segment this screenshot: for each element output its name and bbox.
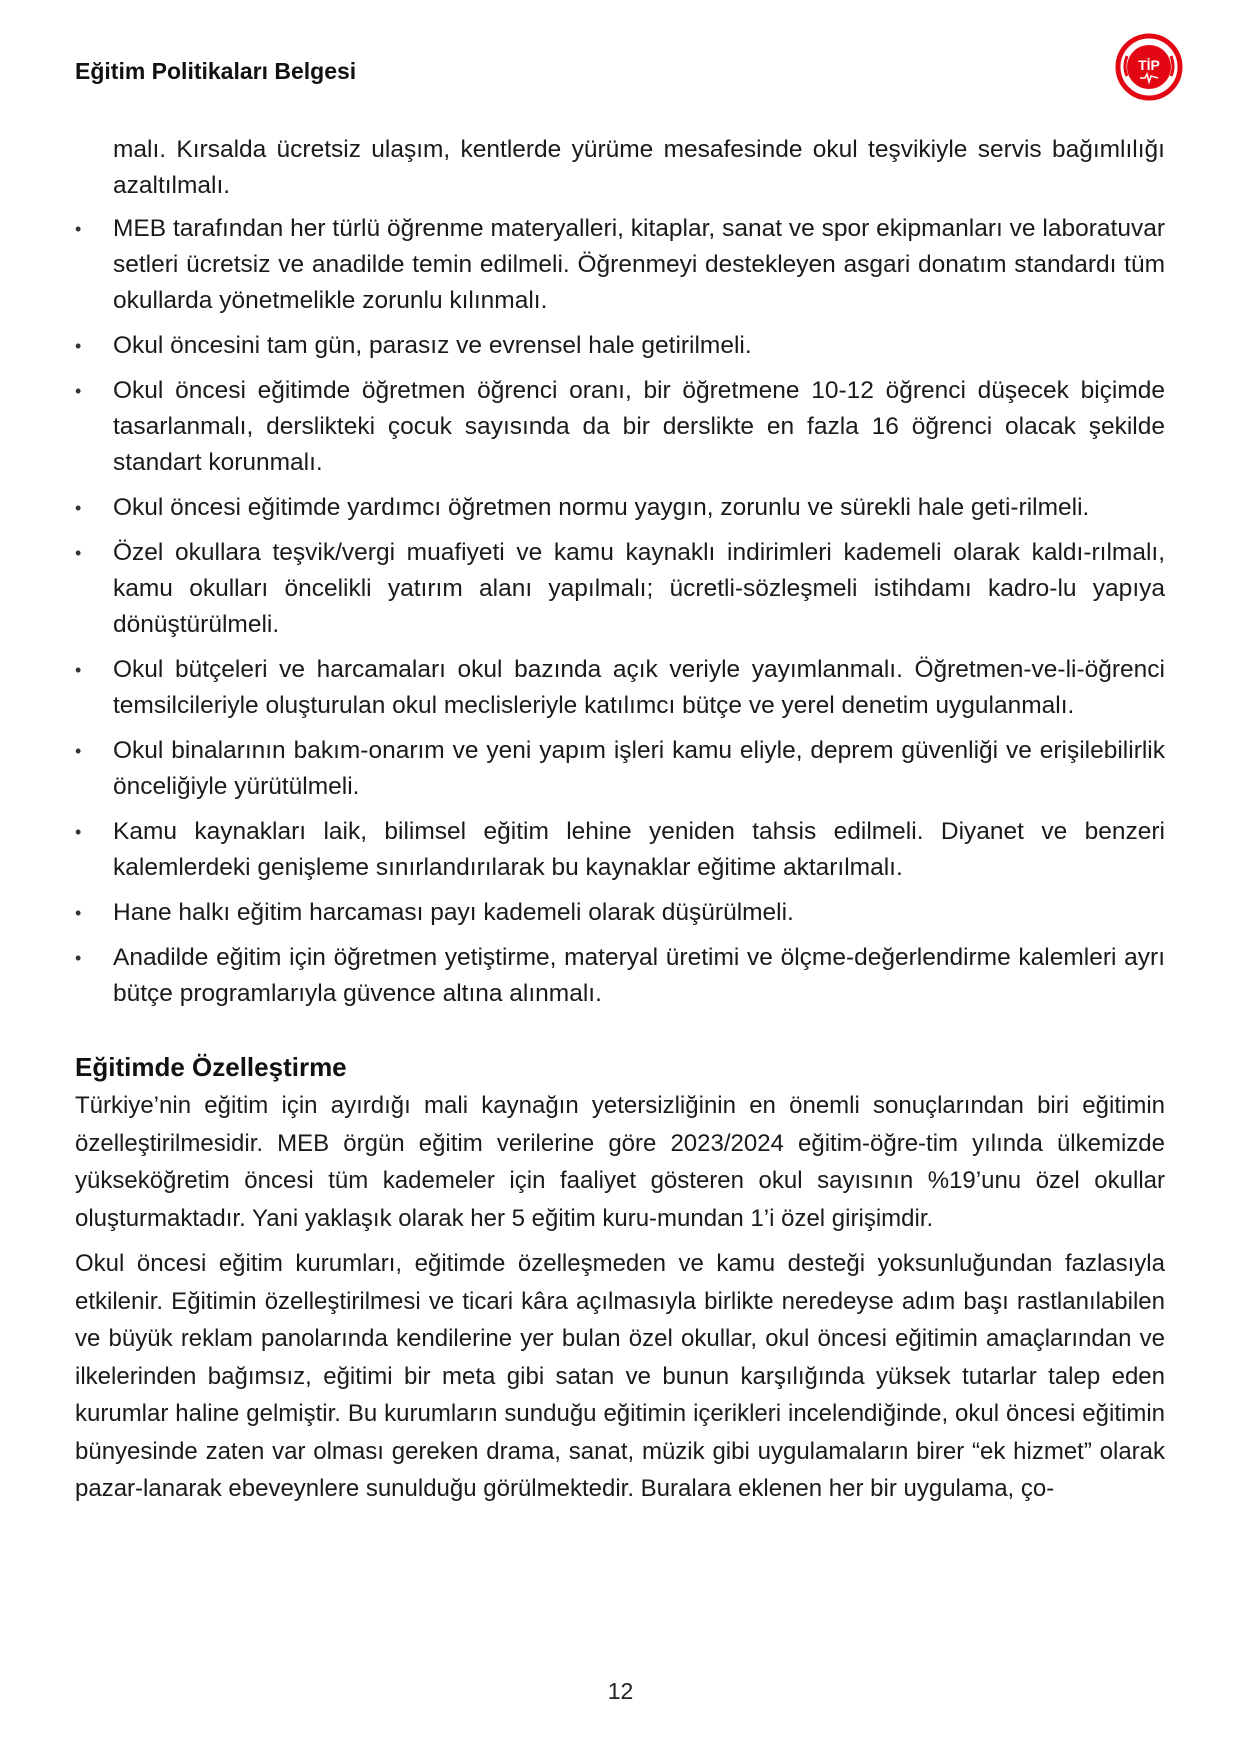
bullet-icon: • [75, 948, 82, 968]
section-heading: Eğitimde Özelleştirme [75, 1052, 347, 1082]
list-item [75, 535, 1165, 643]
bullet-icon: • [75, 543, 82, 563]
list-item [75, 895, 1165, 931]
list-item-text: MEB tarafından her türlü öğrenme materyalleri, kitaplar, sanat ve spor ekipmanları ve laboratuvar setleri ücretsiz ve anadilde temin edilmeli. Öğrenmeyi destekleyen asgari donatım standardı tüm okullarda yönetmelikle zorunlu kılınmalı. [113, 215, 1165, 314]
page-content [75, 132, 1165, 1516]
bullet-icon: • [75, 219, 82, 239]
logo-text: TİP [1138, 57, 1160, 73]
list-item-text: Okul bütçeleri ve harcamaları okul bazında açık veriyle yayımlanmalı. Öğretmen-ve-li-öğrenci temsilcileriyle oluşturulan okul meclisleriyle katılımcı bütçe ve yerel denetim uygulanmalı. [113, 656, 1165, 719]
body-paragraph: Türkiye’nin eğitim için ayırdığı mali kaynağın yetersizliğinin en önemli sonuçlarından biri eğitimin özelleştirilmesidir. MEB örgün eğitim verilerine göre 2023/2024 eğitim-öğre-tim yılında ülkemizde yükseköğretim öncesi tüm kademeler için faaliyet gösteren okul sayısının %19’unu özel okullar oluşturmaktadır. Yani yaklaşık olarak her 5 eğitim kuru-mundan 1’i özel girişimdir. [75, 1092, 1165, 1232]
list-item-text: Hane halkı eğitim harcaması payı kademeli olarak düşürülmeli. [113, 899, 794, 926]
list-item [75, 733, 1165, 805]
list-item-text: Okul binalarının bakım-onarım ve yeni yapım işleri kamu eliyle, deprem güvenliği ve erişilebilirlik önceliğiyle yürütülmeli. [113, 737, 1165, 800]
list-item [75, 373, 1165, 481]
policy-bullet-list [75, 132, 1165, 1012]
list-item-text: Okul öncesi eğitimde yardımcı öğretmen normu yaygın, zorunlu ve sürekli hale geti-rilmeli. [113, 494, 1090, 521]
bullet-icon: • [75, 498, 82, 518]
list-item [75, 652, 1165, 724]
bullet-icon: • [75, 741, 82, 761]
list-item [75, 132, 1165, 204]
list-item-text: Özel okullara teşvik/vergi muafiyeti ve kamu kaynaklı indirimleri kademeli olarak kaldı-rılmalı, kamu okulları öncelikli yatırım alanı yapılmalı; ücretli-sözleşmeli istihdamı kadro-lu yapıya dönüştürülmeli. [113, 539, 1165, 638]
list-item-text: Kamu kaynakları laik, bilimsel eğitim lehine yeniden tahsis edilmeli. Diyanet ve benzeri kalemlerdeki genişleme sınırlandırılarak bu kaynaklar eğitime aktarılmalı. [113, 818, 1165, 881]
bullet-icon: • [75, 903, 82, 923]
list-item [75, 328, 1165, 364]
list-item-text: Okul öncesi eğitimde öğretmen öğrenci oranı, bir öğretmene 10-12 öğrenci düşecek biçimde tasarlanmalı, derslikteki çocuk sayısında da bir derslikte en fazla 16 öğrenci olacak şekilde standart korunmalı. [113, 377, 1165, 476]
body-paragraph: Okul öncesi eğitim kurumları, eğitimde özelleşmeden ve kamu desteği yoksunluğundan fazlasıyla etkilenir. Eğitimin özelleştirilmesi ve ticari kâra açılmasıyla birlikte neredeyse adım başı rastlanılabilen ve büyük reklam panolarında kendilerine yer bulan özel okullar, okul öncesi eğitimin amaçlarından ve ilkelerinden bağımsız, eğitimi bir meta gibi satan ve bunun karşılığında yüksek tutarlar talep eden kurumlar haline gelmiştir. Bu kurumların sunduğu eğitimin içerikleri incelendiğinde, okul öncesi eğitimin bünyesinde zaten var olması gereken drama, sanat, müzik gibi uygulamaların birer “ek hizmet” olarak pazar-lanarak ebeveynlere sunulduğu görülmektedir. Buralara eklenen her bir uygulama, ço- [75, 1250, 1165, 1502]
bullet-icon: • [75, 822, 82, 842]
bullet-icon: • [75, 660, 82, 680]
page-number: 12 [607, 1678, 634, 1704]
list-item-text: Anadilde eğitim için öğretmen yetiştirme, materyal üretimi ve ölçme-değerlendirme kalemleri ayrı bütçe programlarıyla güvence altına alınmalı. [113, 944, 1165, 1007]
tip-party-logo [1114, 32, 1184, 102]
list-item-text: malı. Kırsalda ücretsiz ulaşım, kentlerde yürüme mesafesinde okul teşvikiyle servis bağımlılığı azaltılmalı. [113, 136, 1165, 199]
list-item-text: Okul öncesini tam gün, parasız ve evrensel hale getirilmeli. [113, 332, 752, 359]
bullet-icon: • [75, 381, 82, 401]
document-title: Eğitim Politikaları Belgesi [75, 58, 357, 84]
list-item [75, 940, 1165, 1012]
bullet-icon: • [75, 336, 82, 356]
list-item [75, 211, 1165, 319]
list-item [75, 490, 1165, 526]
list-item [75, 814, 1165, 886]
